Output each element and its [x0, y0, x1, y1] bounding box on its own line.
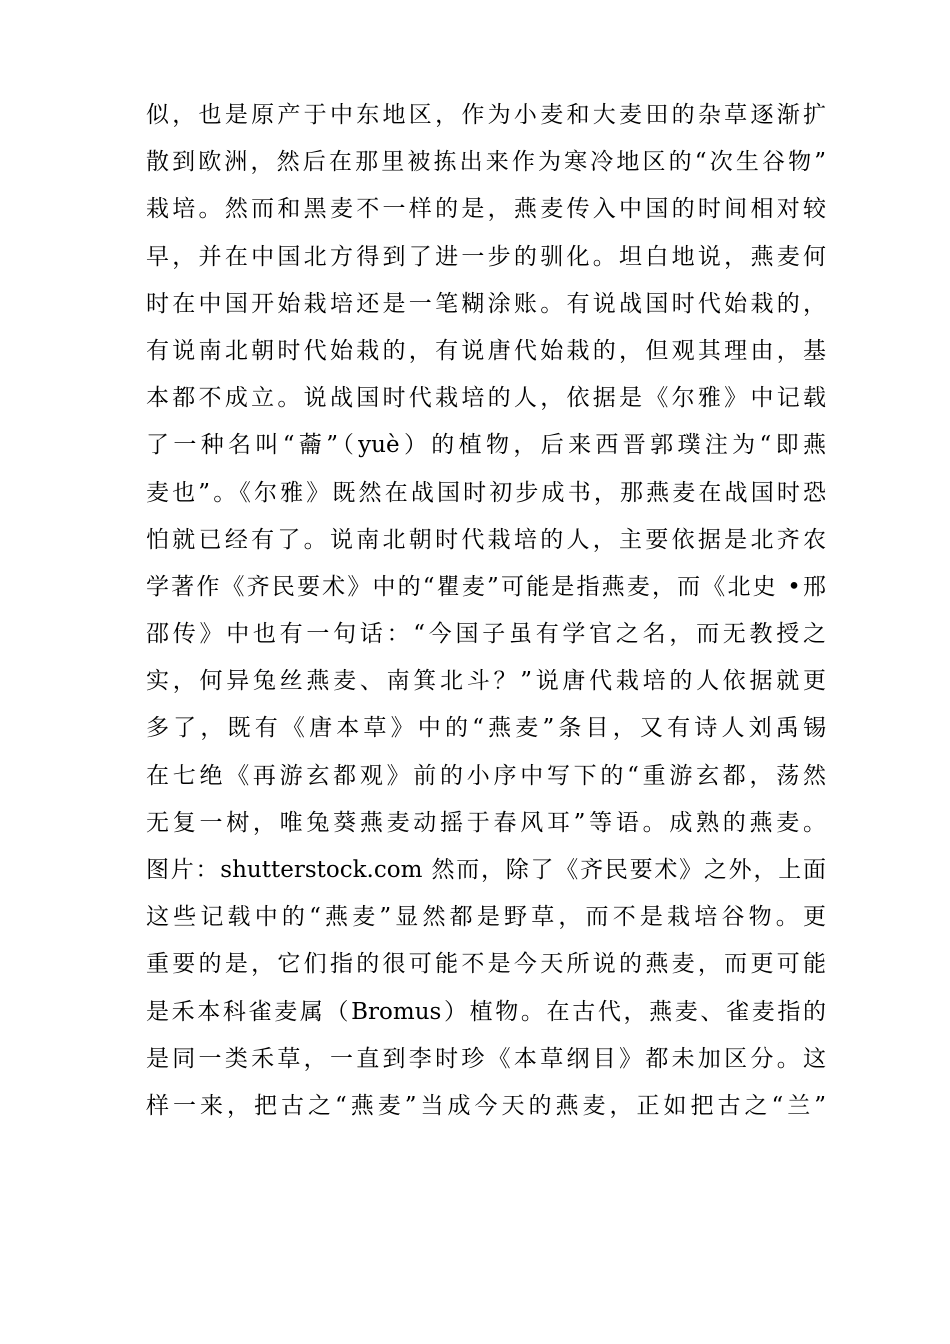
text-line: 实，何异兔丝燕麦、南箕北斗？”说唐代栽培的人依据就更	[146, 668, 826, 695]
document-page	[146, 92, 826, 1130]
text-line: 学著作《齐民要术》中的“瞿麦”可能是指燕麦，而《北史 •邢	[146, 573, 826, 600]
text-line: 在七绝《再游玄都观》前的小序中写下的“重游玄都，荡然	[146, 762, 826, 789]
text-line: 是禾本科雀麦属（Bromus）植物。在古代，燕麦、雀麦指的	[146, 998, 826, 1025]
text-line: 栽培。然而和黑麦不一样的是，燕麦传入中国的时间相对较	[146, 196, 826, 223]
text-line: 多了，既有《唐本草》中的“燕麦”条目，又有诗人刘禹锡	[146, 715, 826, 742]
text-line: 图片：shutterstock.com 然而，除了《齐民要术》之外，上面	[146, 857, 826, 883]
text-line: 重要的是，它们指的很可能不是今天所说的燕麦，而更可能	[146, 951, 826, 978]
text-line: 怕就已经有了。说南北朝时代栽培的人，主要依据是北齐农	[146, 526, 826, 553]
text-line: 这些记载中的“燕麦”显然都是野草，而不是栽培谷物。更	[146, 904, 826, 931]
text-line: 早，并在中国北方得到了进一步的驯化。坦白地说，燕麦何	[146, 243, 826, 270]
text-line: 本都不成立。说战国时代栽培的人，依据是《尔雅》中记载	[146, 385, 826, 412]
text-line: 散到欧洲，然后在那里被拣出来作为寒冷地区的“次生谷物”	[146, 149, 826, 176]
text-line: 似，也是原产于中东地区，作为小麦和大麦田的杂草逐渐扩	[146, 102, 826, 128]
text-line: 是同一类禾草，一直到李时珍《本草纲目》都未加区分。这	[146, 1045, 826, 1072]
text-line: 麦也”。《尔雅》既然在战国时初步成书，那燕麦在战国时恐	[146, 479, 826, 506]
text-line: 有说南北朝时代始栽的，有说唐代始栽的，但观其理由，基	[146, 337, 826, 364]
text-line: 时在中国开始栽培还是一笔糊涂账。有说战国时代始栽的，	[146, 290, 826, 317]
text-line: 无复一树，唯兔葵燕麦动摇于春风耳”等语。成熟的燕麦。	[146, 809, 826, 836]
text-line: 了一种名叫“蘥”（yuè）的植物，后来西晋郭璞注为“即燕	[146, 432, 826, 459]
text-line: 样一来，把古之“燕麦”当成今天的燕麦，正如把古之“兰”	[146, 1092, 826, 1119]
text-line: 邵传》中也有一句话：“今国子虽有学官之名，而无教授之	[146, 621, 826, 648]
